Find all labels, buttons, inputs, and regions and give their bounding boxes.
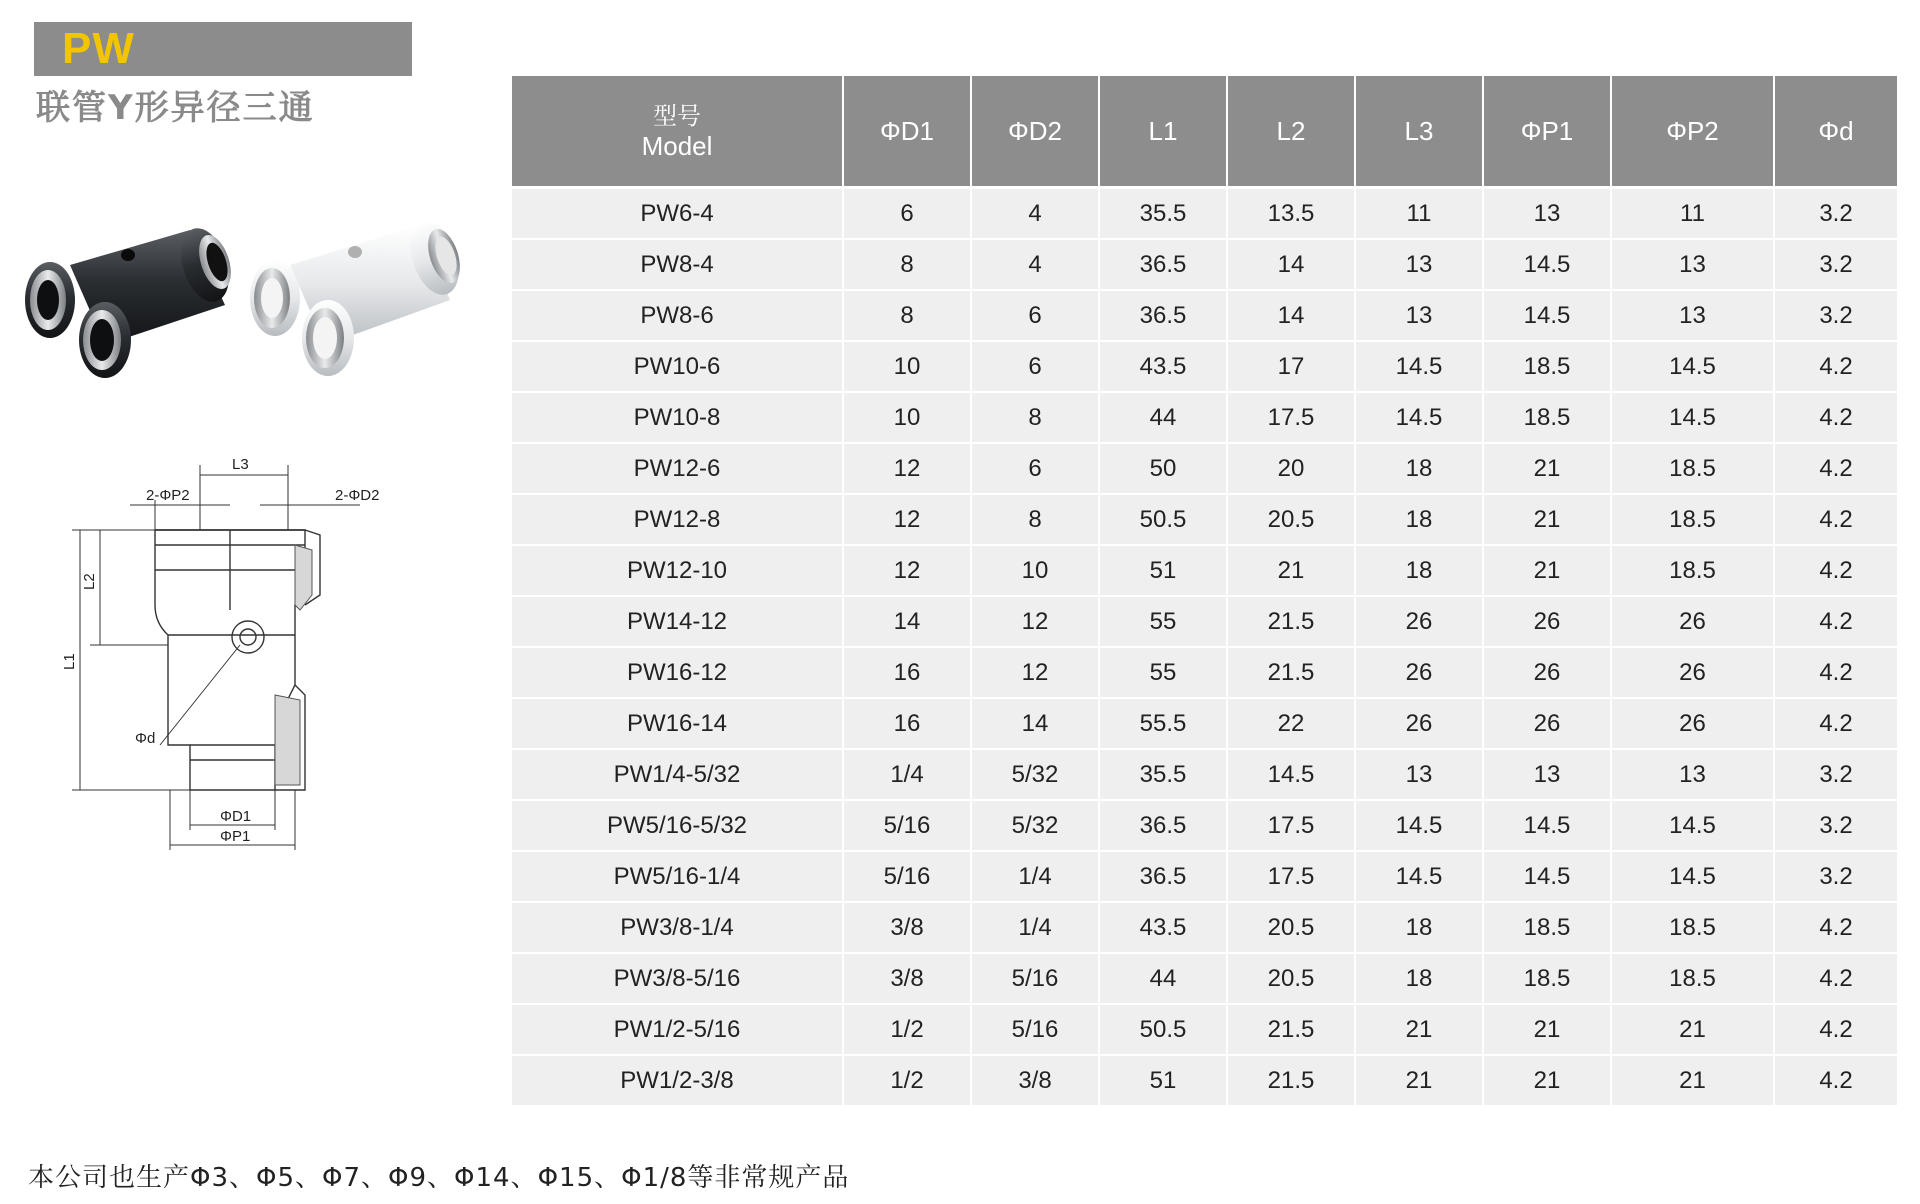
header-l1: L1 — [1098, 76, 1226, 189]
cell-d: 4.2 — [1773, 1005, 1897, 1056]
cell-model: PW16-12 — [512, 648, 842, 699]
cell-d: 4.2 — [1773, 954, 1897, 1005]
cell-l3: 14.5 — [1354, 342, 1482, 393]
cell-d: 3.2 — [1773, 189, 1897, 240]
cell-p1: 26 — [1482, 648, 1610, 699]
cell-l1: 44 — [1098, 954, 1226, 1005]
table-row — [512, 240, 1897, 291]
cell-p1: 14.5 — [1482, 240, 1610, 291]
cell-d2: 12 — [970, 648, 1098, 699]
cell-d1: 16 — [842, 648, 970, 699]
cell-p2: 14.5 — [1610, 852, 1773, 903]
table-row — [512, 903, 1897, 954]
cell-d: 4.2 — [1773, 699, 1897, 750]
white-fitting-image — [250, 215, 468, 376]
cell-p2: 18.5 — [1610, 495, 1773, 546]
cell-p2: 18.5 — [1610, 954, 1773, 1005]
label-d1: ΦD1 — [220, 808, 252, 825]
cell-d1: 1/4 — [842, 750, 970, 801]
table-row — [512, 495, 1897, 546]
cell-p2: 14.5 — [1610, 393, 1773, 444]
cell-d1: 16 — [842, 699, 970, 750]
cell-d: 4.2 — [1773, 444, 1897, 495]
product-code: PW — [62, 24, 135, 73]
cell-p1: 18.5 — [1482, 342, 1610, 393]
cell-l2: 20.5 — [1226, 954, 1354, 1005]
cell-p1: 21 — [1482, 495, 1610, 546]
table-row — [512, 291, 1897, 342]
brand-bar — [34, 22, 412, 76]
cell-model: PW1/2-5/16 — [512, 1005, 842, 1056]
cell-model: PW3/8-1/4 — [512, 903, 842, 954]
cell-p2: 26 — [1610, 648, 1773, 699]
cell-l3: 18 — [1354, 444, 1482, 495]
cell-d: 4.2 — [1773, 342, 1897, 393]
cell-p1: 21 — [1482, 1056, 1610, 1107]
cell-d2: 12 — [970, 597, 1098, 648]
table-row — [512, 546, 1897, 597]
cell-l3: 26 — [1354, 597, 1482, 648]
header-model — [512, 76, 842, 189]
cell-p2: 21 — [1610, 1056, 1773, 1107]
cell-l1: 35.5 — [1098, 189, 1226, 240]
cell-d2: 14 — [970, 699, 1098, 750]
header-d: Φd — [1773, 76, 1897, 189]
cell-l2: 20.5 — [1226, 495, 1354, 546]
label-p1: ΦP1 — [220, 828, 251, 845]
cell-d1: 3/8 — [842, 954, 970, 1005]
label-2-d2: 2-ΦD2 — [335, 487, 380, 504]
cell-p1: 21 — [1482, 444, 1610, 495]
cell-model: PW12-6 — [512, 444, 842, 495]
table-header-row — [512, 76, 1897, 189]
table-row — [512, 393, 1897, 444]
cell-d2: 5/16 — [970, 1005, 1098, 1056]
cell-p1: 14.5 — [1482, 291, 1610, 342]
cell-l2: 17.5 — [1226, 393, 1354, 444]
cell-l1: 36.5 — [1098, 291, 1226, 342]
cell-l2: 14.5 — [1226, 750, 1354, 801]
cell-d1: 1/2 — [842, 1005, 970, 1056]
cell-d1: 10 — [842, 393, 970, 444]
spec-table — [512, 76, 1897, 1107]
cell-model: PW5/16-1/4 — [512, 852, 842, 903]
cell-l2: 13.5 — [1226, 189, 1354, 240]
cell-p1: 14.5 — [1482, 852, 1610, 903]
table-row — [512, 750, 1897, 801]
cell-d2: 3/8 — [970, 1056, 1098, 1107]
table-body — [512, 189, 1897, 1107]
cell-l2: 20.5 — [1226, 903, 1354, 954]
table-row — [512, 699, 1897, 750]
table-row — [512, 801, 1897, 852]
footer-note: 本公司也生产Φ3、Φ5、Φ7、Φ9、Φ14、Φ15、Φ1/8等非常规产品 — [28, 1163, 850, 1193]
header-d1: ΦD1 — [842, 76, 970, 189]
cell-d2: 6 — [970, 342, 1098, 393]
cell-l2: 21.5 — [1226, 648, 1354, 699]
table-row — [512, 189, 1897, 240]
cell-d2: 6 — [970, 291, 1098, 342]
cell-l1: 51 — [1098, 1056, 1226, 1107]
cell-d: 4.2 — [1773, 495, 1897, 546]
table-row — [512, 342, 1897, 393]
cell-d: 4.2 — [1773, 393, 1897, 444]
cell-d1: 12 — [842, 546, 970, 597]
cell-l3: 18 — [1354, 495, 1482, 546]
header-model-cn: 型号 — [653, 102, 701, 130]
cell-l1: 36.5 — [1098, 801, 1226, 852]
cell-p2: 18.5 — [1610, 903, 1773, 954]
cell-l1: 36.5 — [1098, 852, 1226, 903]
cell-d1: 12 — [842, 495, 970, 546]
header-p2: ΦP2 — [1610, 76, 1773, 189]
cell-d2: 4 — [970, 240, 1098, 291]
cell-l3: 18 — [1354, 546, 1482, 597]
cell-p1: 21 — [1482, 546, 1610, 597]
cell-l3: 11 — [1354, 189, 1482, 240]
cell-d: 4.2 — [1773, 648, 1897, 699]
cell-p1: 21 — [1482, 1005, 1610, 1056]
cell-p2: 26 — [1610, 699, 1773, 750]
cell-model: PW3/8-5/16 — [512, 954, 842, 1005]
cell-l3: 13 — [1354, 750, 1482, 801]
cell-d2: 5/32 — [970, 801, 1098, 852]
cell-d1: 6 — [842, 189, 970, 240]
cell-l1: 55 — [1098, 597, 1226, 648]
cell-p2: 13 — [1610, 750, 1773, 801]
header-d2: ΦD2 — [970, 76, 1098, 189]
cell-d: 3.2 — [1773, 750, 1897, 801]
cell-d2: 5/32 — [970, 750, 1098, 801]
cell-p2: 18.5 — [1610, 546, 1773, 597]
cell-d: 4.2 — [1773, 903, 1897, 954]
cell-model: PW16-14 — [512, 699, 842, 750]
cell-p2: 14.5 — [1610, 801, 1773, 852]
cell-l3: 21 — [1354, 1005, 1482, 1056]
cell-l2: 14 — [1226, 291, 1354, 342]
cell-p1: 18.5 — [1482, 903, 1610, 954]
cell-l1: 55 — [1098, 648, 1226, 699]
cell-d: 4.2 — [1773, 1056, 1897, 1107]
product-name: 联管Y形异径三通 — [36, 88, 315, 128]
cell-d: 3.2 — [1773, 801, 1897, 852]
cell-d2: 5/16 — [970, 954, 1098, 1005]
cell-l1: 51 — [1098, 546, 1226, 597]
cell-d1: 3/8 — [842, 903, 970, 954]
header-l3: L3 — [1354, 76, 1482, 189]
header-l2: L2 — [1226, 76, 1354, 189]
cell-l1: 36.5 — [1098, 240, 1226, 291]
cell-l2: 21 — [1226, 546, 1354, 597]
cell-p2: 21 — [1610, 1005, 1773, 1056]
cell-l3: 26 — [1354, 648, 1482, 699]
product-photo — [10, 210, 480, 400]
cell-model: PW10-8 — [512, 393, 842, 444]
cell-l2: 21.5 — [1226, 597, 1354, 648]
cell-p1: 26 — [1482, 699, 1610, 750]
cell-d1: 10 — [842, 342, 970, 393]
table-row — [512, 852, 1897, 903]
label-l2: L2 — [81, 573, 98, 590]
cell-l3: 21 — [1354, 1056, 1482, 1107]
cell-l3: 18 — [1354, 954, 1482, 1005]
cell-d2: 4 — [970, 189, 1098, 240]
cell-model: PW10-6 — [512, 342, 842, 393]
cell-d2: 8 — [970, 495, 1098, 546]
cell-d1: 5/16 — [842, 801, 970, 852]
cell-l1: 50.5 — [1098, 495, 1226, 546]
cell-model: PW8-6 — [512, 291, 842, 342]
cell-p2: 11 — [1610, 189, 1773, 240]
cell-l1: 35.5 — [1098, 750, 1226, 801]
cell-model: PW14-12 — [512, 597, 842, 648]
cell-model: PW5/16-5/32 — [512, 801, 842, 852]
cell-d1: 14 — [842, 597, 970, 648]
cell-p1: 18.5 — [1482, 393, 1610, 444]
cell-d1: 8 — [842, 240, 970, 291]
cell-model: PW12-10 — [512, 546, 842, 597]
table-row — [512, 1005, 1897, 1056]
cell-p2: 14.5 — [1610, 342, 1773, 393]
cell-d: 3.2 — [1773, 852, 1897, 903]
table-row — [512, 597, 1897, 648]
header-p1: ΦP1 — [1482, 76, 1610, 189]
table-row — [512, 444, 1897, 495]
cell-l3: 13 — [1354, 291, 1482, 342]
cell-d2: 6 — [970, 444, 1098, 495]
cell-l3: 26 — [1354, 699, 1482, 750]
label-d: Φd — [135, 730, 156, 747]
cell-l1: 43.5 — [1098, 903, 1226, 954]
cell-p1: 18.5 — [1482, 954, 1610, 1005]
cell-l1: 44 — [1098, 393, 1226, 444]
table-row — [512, 954, 1897, 1005]
cell-p1: 13 — [1482, 750, 1610, 801]
cell-l2: 22 — [1226, 699, 1354, 750]
cell-p2: 26 — [1610, 597, 1773, 648]
cell-d2: 1/4 — [970, 852, 1098, 903]
cell-l2: 21.5 — [1226, 1005, 1354, 1056]
cell-l2: 17.5 — [1226, 852, 1354, 903]
cell-l3: 13 — [1354, 240, 1482, 291]
cell-d2: 1/4 — [970, 903, 1098, 954]
cell-p1: 14.5 — [1482, 801, 1610, 852]
cell-d2: 8 — [970, 393, 1098, 444]
cell-p1: 13 — [1482, 189, 1610, 240]
cell-p2: 13 — [1610, 291, 1773, 342]
cell-d1: 8 — [842, 291, 970, 342]
cell-l2: 21.5 — [1226, 1056, 1354, 1107]
cell-l1: 43.5 — [1098, 342, 1226, 393]
cell-l3: 14.5 — [1354, 393, 1482, 444]
cell-l2: 14 — [1226, 240, 1354, 291]
cell-l3: 14.5 — [1354, 801, 1482, 852]
header-model-en: Model — [641, 131, 713, 161]
cell-d1: 1/2 — [842, 1056, 970, 1107]
black-fitting-image — [25, 222, 238, 378]
cell-d1: 5/16 — [842, 852, 970, 903]
cell-d2: 10 — [970, 546, 1098, 597]
cell-l1: 50.5 — [1098, 1005, 1226, 1056]
cell-model: PW8-4 — [512, 240, 842, 291]
cell-model: PW1/2-3/8 — [512, 1056, 842, 1107]
cell-model: PW1/4-5/32 — [512, 750, 842, 801]
cell-d: 4.2 — [1773, 597, 1897, 648]
cell-d: 4.2 — [1773, 546, 1897, 597]
label-2-p2: 2-ΦP2 — [146, 487, 190, 504]
label-l1: L1 — [61, 653, 78, 670]
cell-p2: 18.5 — [1610, 444, 1773, 495]
table-row — [512, 648, 1897, 699]
cell-l3: 14.5 — [1354, 852, 1482, 903]
cell-l1: 50 — [1098, 444, 1226, 495]
cell-l2: 17 — [1226, 342, 1354, 393]
cell-d: 3.2 — [1773, 291, 1897, 342]
cell-p2: 13 — [1610, 240, 1773, 291]
cell-l1: 55.5 — [1098, 699, 1226, 750]
cell-l3: 18 — [1354, 903, 1482, 954]
label-l3: L3 — [232, 456, 249, 473]
cell-d: 3.2 — [1773, 240, 1897, 291]
cell-d1: 12 — [842, 444, 970, 495]
table-row — [512, 1056, 1897, 1107]
cell-l2: 17.5 — [1226, 801, 1354, 852]
cell-l2: 20 — [1226, 444, 1354, 495]
cell-p1: 26 — [1482, 597, 1610, 648]
cell-model: PW12-8 — [512, 495, 842, 546]
technical-drawing — [60, 445, 440, 875]
cell-model: PW6-4 — [512, 189, 842, 240]
